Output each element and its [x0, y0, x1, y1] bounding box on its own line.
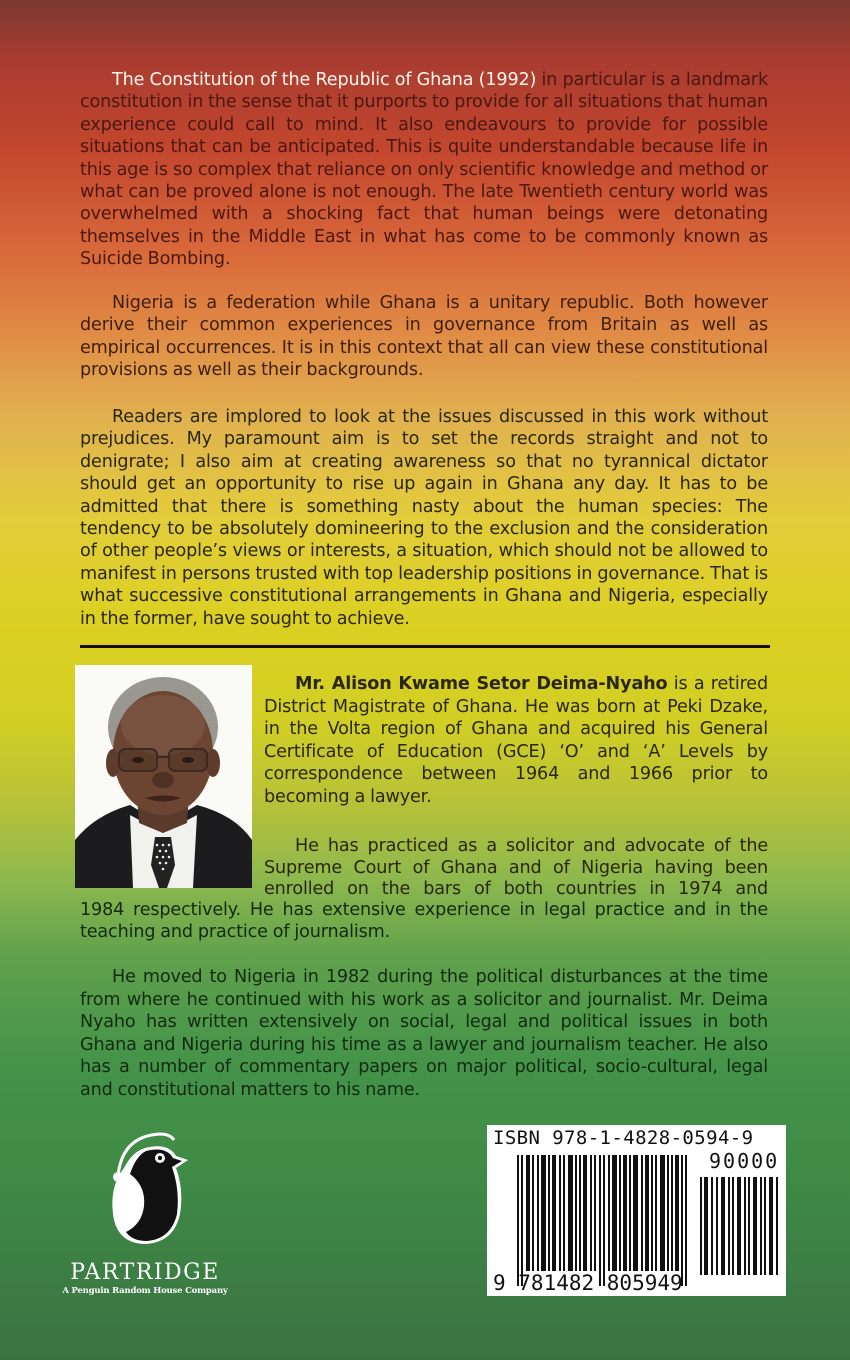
paragraph-text: Readers are implored to look at the issues discussed in this work without prejudices. My paramount aim is to set the records straight and not to denigrate; I also aim at creating awareness so that no tyrannical dictator should get an opportunity to rise up again in Ghana any day. It has to be admitted that there is something nasty about the human species: The tendency to be absolutely domineering to the exclusion and the consideration of other people’s views or interests, a situation, which should not be allowed to manifest in persons trusted with top leadership positions in governance. That is what successive constitutional arrangements in Ghana and Nigeria, especially in the former, have sought to achieve. [80, 407, 768, 629]
author-bio-paragraph-2-continued [80, 899, 768, 943]
addon-barcode-bars-icon [700, 1177, 780, 1275]
highlighted-lead-phrase: The Constitution of the Republic of Ghana (1992) [112, 70, 537, 90]
intro-paragraph-3 [80, 406, 768, 630]
publisher-logo [60, 1128, 230, 1308]
bio-text: He moved to Nigeria in 1982 during the political disturbances at the time from where he continued with his work as a solicitor and journalist. Mr. Deima Nyaho has written extensively on social, legal and political issues in both Ghana and Nigeria during his time as a lawyer and journalism teacher. He also has a number of commentary papers on major political, socio-cultural, legal and constitutional matters to his name. [80, 967, 768, 1100]
bio-text: is a retired District Magistrate of Ghana. He was born at Peki Dzake, in the Volta region of Ghana and acquired his General Certificate of Education (GCE) ‘O’ and ‘A’ Levels by correspondence between 1964 and 1966 prior to becoming a lawyer. [264, 674, 768, 807]
partridge-bird-icon [60, 1128, 230, 1258]
isbn-barcode [487, 1125, 786, 1296]
bio-text: 1984 respectively. He has extensive experience in legal practice and in the teaching and practice of journalism. [80, 900, 768, 942]
author-name: Mr. Alison Kwame Setor Deima-Nyaho [295, 674, 668, 694]
publisher-tagline: A Penguin Random House Company [62, 1286, 228, 1296]
intro-paragraph-2 [80, 292, 768, 382]
section-divider [80, 645, 770, 648]
bio-text: He has practiced as a solicitor and advocate of the Supreme Court of Ghana and of Nigeria having been enrolled on the bars of both countries in 1974 and [264, 836, 768, 899]
author-bio-paragraph-2 [264, 836, 768, 901]
paragraph-text: in particular is a landmark constitution in the sense that it purports to provide for all situations that human experience could call to mind. It also endeavours to provide for possible situations that can be anticipated. This is quite understandable because life in this age is so complex that reliance on only scientific knowledge and method or what can be proved alone is not enough. The late Twentieth century world was overwhelmed with a shocking fact that human beings were detonating themselves in the Middle East in what has come to be commonly known as Suicide Bombing. [80, 70, 768, 270]
barcode-bars-icon [517, 1155, 687, 1286]
isbn-label: ISBN 978-1-4828-0594-9 [493, 1127, 754, 1149]
paragraph-text: Nigeria is a federation while Ghana is a unitary republic. Both however derive their common experiences in governance from Britain as well as empirical occurrences. It is in this context that all can view these constitutional provisions as well as their backgrounds. [80, 293, 768, 381]
publisher-name: PARTRIDGE [70, 1260, 220, 1285]
author-bio-paragraph-1 [264, 673, 768, 809]
author-photo [75, 665, 252, 888]
price-code: 90000 [709, 1149, 780, 1173]
author-bio-paragraph-3 [80, 966, 768, 1101]
intro-paragraph-1 [80, 69, 768, 271]
author-portrait-icon [75, 665, 252, 888]
ean-digits: 9 781482 805949 [493, 1271, 683, 1295]
